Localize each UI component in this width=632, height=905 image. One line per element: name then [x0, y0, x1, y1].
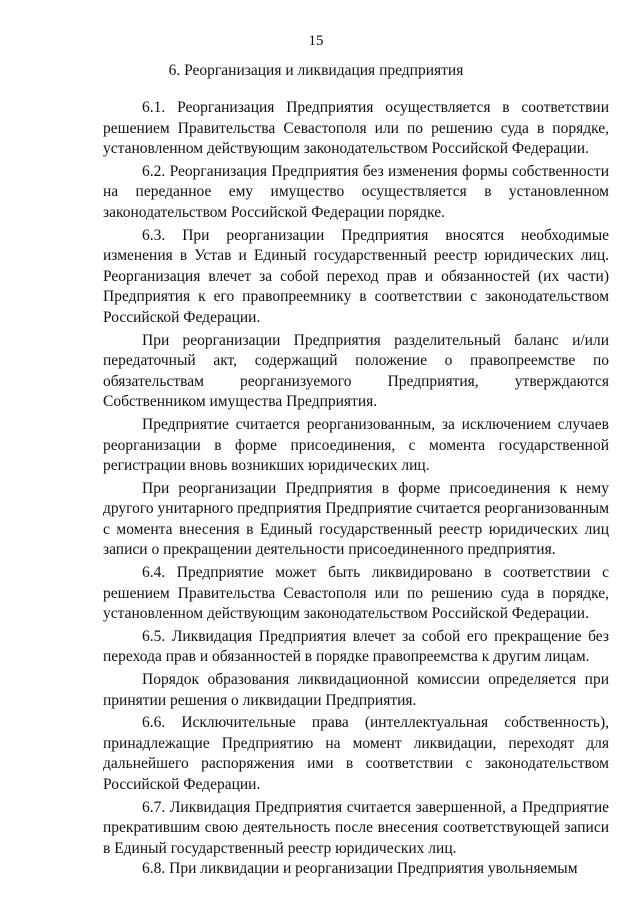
paragraph-6-3: 6.3. При реорганизации Предприятия вносятся необходимые изменения в Устав и Единый государственный реестр юридических лиц. Реорганизация влечет за собой переход прав и обязанностей (их части) Предприятия к его правопреемнику в соответствии с законодательством Российской Федерации. — [103, 226, 609, 326]
paragraph-6-1: 6.1. Реорганизация Предприятия осуществляется в соответствии решением Правительства Севастополя или по решению суда в порядке, установленном действующим законодательством Российской Федерации. — [103, 99, 609, 158]
section-heading: 6. Реорганизация и ликвидация предприятия — [168, 62, 464, 79]
paragraph-6-7: 6.7. Ликвидация Предприятия считается завершенной, а Предприятие прекратившим свою деятельность после внесения соответствующей записи в Единый государственный реестр юридических лиц. — [103, 798, 609, 857]
paragraph-6-2: 6.2. Реорганизация Предприятия без изменения формы собственности на переданное ему имущество осуществляется в установленном законодательством Российской Федерации порядке. — [103, 162, 609, 221]
paragraph-6-5-commission: Порядок образования ликвидационной комиссии определяется при принятии решения о ликвидации Предприятия. — [103, 671, 609, 709]
paragraph-6-8: 6.8. При ликвидации и реорганизации Предприятия увольняемым — [142, 860, 578, 878]
paragraph-6-3-merger: При реорганизации Предприятия в форме присоединения к нему другого унитарного предприятия Предприятие считается реорганизованным с момента внесения в Единый государственный реестр юридических лиц записи о прекращении деятельности присоединенного предприятия. — [103, 479, 609, 559]
document-body — [103, 98, 609, 880]
paragraph-6-6: 6.6. Исключительные права (интеллектуальная собственность), принадлежащие Предприятию на момент ликвидации, переходят для дальнейшего распоряжения ими в соответствии с законодательством Российской Федерации. — [103, 714, 609, 793]
paragraph-6-5: 6.5. Ликвидация Предприятия влечет за собой его прекращение без перехода прав и обязанностей в порядке правопреемства к другим лицам. — [103, 627, 609, 666]
paragraph-6-4: 6.4. Предприятие может быть ликвидировано в соответствии с решением Правительства Севастополя или по решению суда в порядке, установленном действующим законодательством Российской Федерации. — [103, 564, 609, 623]
page-number: 15 — [308, 33, 324, 49]
paragraph-6-3-reorganized: Предприятие считается реорганизованным, за исключением случаев реорганизации в форме присоединения, с момента государственной регистрации вновь возникших юридических лиц. — [103, 415, 609, 475]
paragraph-6-3-balance: При реорганизации Предприятия разделительный баланс и/или передаточный акт, содержащий положение о правопреемстве по обязательствам реорганизуемого Предприятия, утверждаются Собственником имущества Предприятия. — [103, 331, 609, 411]
